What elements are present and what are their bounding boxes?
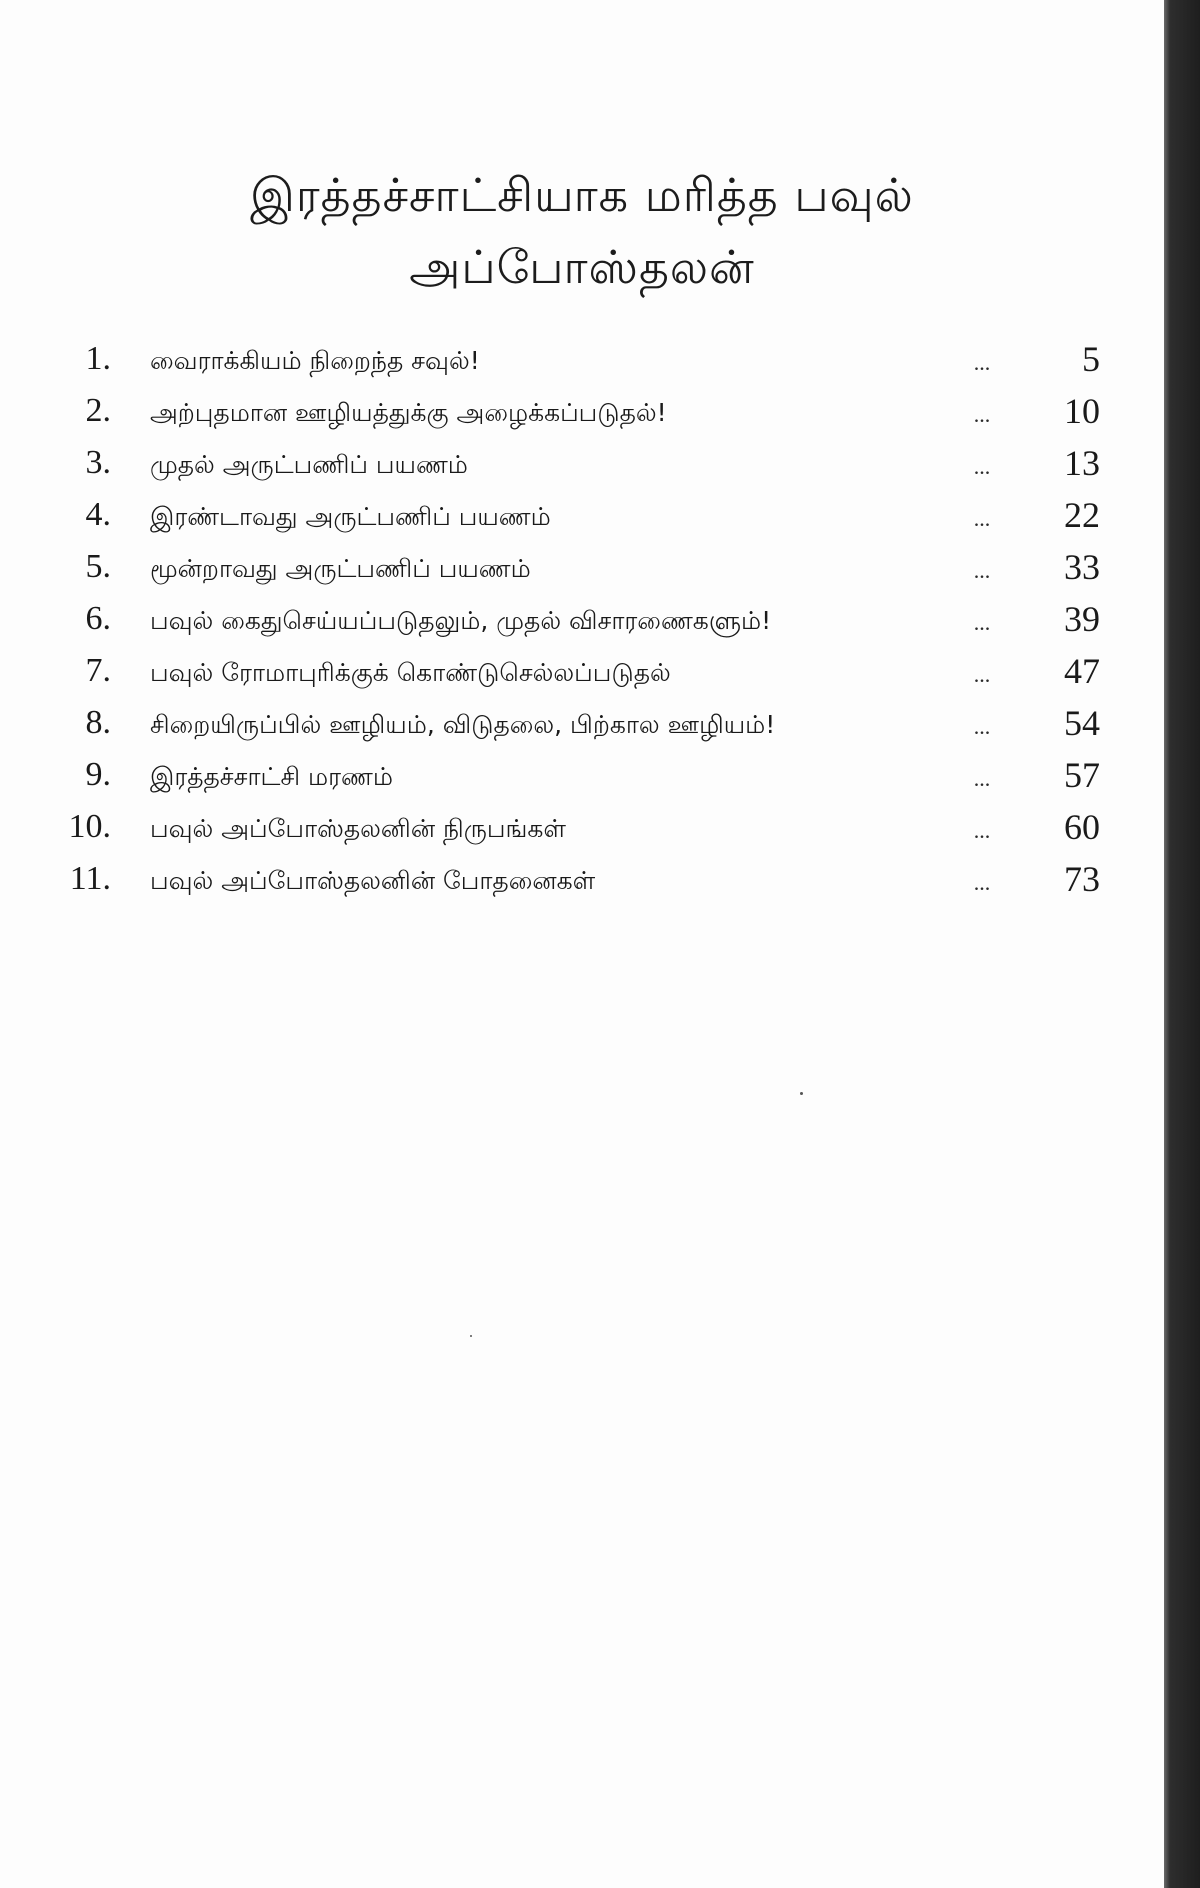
toc-entry-10 [0, 803, 1164, 855]
toc-entry-dots: ... [973, 818, 991, 843]
toc-entry-page: 47 [1064, 651, 1100, 691]
toc-entry-number: 9. [85, 756, 111, 793]
page-title-line-1: இரத்தச்சாட்சியாக மரித்த பவுல் [250, 168, 914, 222]
toc-entry-title: பவுல் அப்போஸ்தலனின் போதனைகள் [150, 866, 596, 895]
toc-entry-page: 60 [1064, 807, 1100, 847]
toc-entry-title: வைராக்கியம் நிறைந்த சவுல்! [150, 346, 480, 375]
toc-entry-1 [0, 335, 1164, 387]
toc-entry-page: 10 [1064, 391, 1100, 431]
toc-entry-title: முதல் அருட்பணிப் பயணம் [150, 450, 468, 479]
toc-entry-number: 11. [69, 860, 111, 897]
toc-entry-number: 2. [85, 392, 111, 429]
toc-entry-dots: ... [973, 662, 991, 687]
toc-entry-page: 13 [1064, 443, 1100, 483]
toc-entry-dots: ... [973, 402, 991, 427]
toc-entry-title: இரத்தச்சாட்சி மரணம் [150, 762, 393, 791]
toc-entry-title: மூன்றாவது அருட்பணிப் பயணம் [150, 554, 531, 583]
toc-entry-page: 73 [1064, 859, 1100, 899]
toc-entry-title: பவுல் கைதுசெய்யப்படுதலும், முதல் விசாரணைகளும்! [150, 606, 772, 635]
table-of-contents [0, 335, 1164, 907]
toc-entry-11 [0, 855, 1164, 907]
toc-entry-title: இரண்டாவது அருட்பணிப் பயணம் [150, 502, 551, 531]
toc-entry-number: 4. [85, 496, 111, 533]
toc-entry-page: 5 [1082, 339, 1100, 379]
paper-speck [800, 1092, 803, 1095]
toc-entry-dots: ... [973, 558, 991, 583]
toc-entry-title: பவுல் ரோமாபுரிக்குக் கொண்டுசெல்லப்படுதல் [150, 658, 671, 687]
toc-entry-dots: ... [973, 350, 991, 375]
toc-entry-title: சிறையிருப்பில் ஊழியம், விடுதலை, பிற்கால ஊழியம்! [150, 710, 776, 739]
page-title-line-2: அப்போஸ்தலன் [409, 240, 755, 294]
toc-entry-number: 7. [85, 652, 111, 689]
toc-entry-page: 33 [1064, 547, 1100, 587]
toc-entry-4 [0, 491, 1164, 543]
toc-entry-number: 6. [85, 600, 111, 637]
toc-entry-title: அற்புதமான ஊழியத்துக்கு அழைக்கப்படுதல்! [150, 398, 667, 427]
toc-entry-number: 10. [68, 808, 111, 845]
toc-entry-page: 54 [1064, 703, 1100, 743]
toc-entry-8 [0, 699, 1164, 751]
toc-entry-dots: ... [973, 506, 991, 531]
toc-entry-5 [0, 543, 1164, 595]
toc-entry-9 [0, 751, 1164, 803]
toc-entry-3 [0, 439, 1164, 491]
toc-entry-number: 3. [85, 444, 111, 481]
paper-speck [470, 1335, 472, 1337]
toc-entry-6 [0, 595, 1164, 647]
toc-entry-dots: ... [973, 454, 991, 479]
toc-entry-page: 39 [1064, 599, 1100, 639]
toc-entry-2 [0, 387, 1164, 439]
toc-entry-number: 1. [85, 340, 111, 377]
toc-entry-page: 57 [1064, 755, 1100, 795]
toc-entry-dots: ... [973, 766, 991, 791]
toc-entry-7 [0, 647, 1164, 699]
toc-entry-title: பவுல் அப்போஸ்தலனின் நிருபங்கள் [150, 814, 566, 843]
page-edge-shadow [1164, 0, 1200, 1888]
toc-entry-number: 5. [85, 548, 111, 585]
toc-entry-number: 8. [85, 704, 111, 741]
toc-entry-dots: ... [973, 610, 991, 635]
toc-entry-dots: ... [973, 714, 991, 739]
toc-entry-page: 22 [1064, 495, 1100, 535]
toc-entry-dots: ... [973, 870, 991, 895]
